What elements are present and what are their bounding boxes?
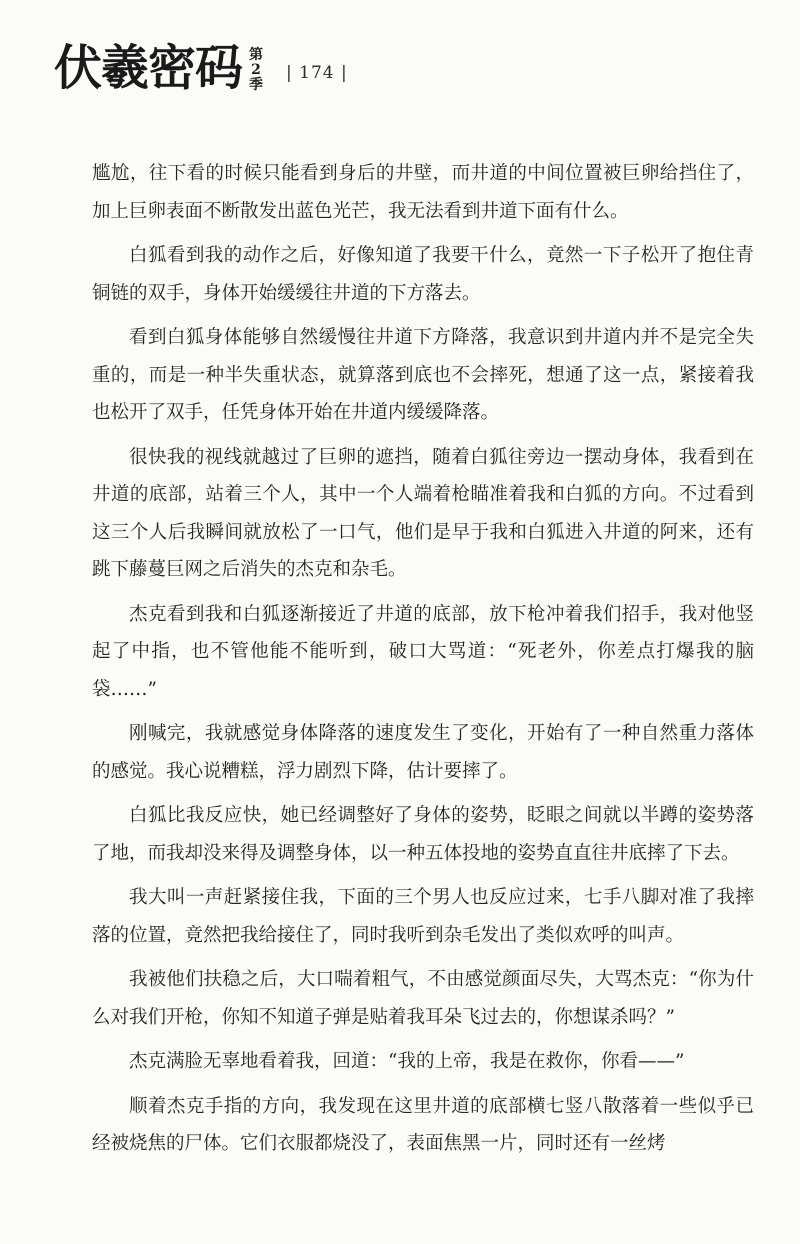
- paragraph: 顺着杰克手指的方向，我发现在这里井道的底部横七竖八散落着一些似乎已经被烧焦的尸体。它们衣服都烧没了，表面焦黑一片，同时还有一丝烤: [92, 1095, 754, 1154]
- paragraph: 尴尬，往下看的时候只能看到身后的井壁，而井道的中间位置被巨卵给挡住了，加上巨卵表面不断散发出蓝色光芒，我无法看到井道下面有什么。: [92, 163, 754, 222]
- paragraph: 我大叫一声赶紧接住我，下面的三个男人也反应过来，七手八脚对准了我摔落的位置，竟然把我给接住了，同时我听到杂毛发出了类似欢呼的叫声。: [92, 887, 754, 946]
- book-title: 伏羲密码: [54, 40, 243, 96]
- body-text: [92, 155, 754, 1170]
- paragraph: 看到白狐身体能够自然缓慢往井道下方降落，我意识到井道内并不是完全失重的，而是一种半失重状态，就算落到底也不会摔死，想通了这一点，紧接着我也松开了双手，任凭身体开始在井道内缓缓降落。: [92, 327, 754, 423]
- paragraph: 很快我的视线就越过了巨卵的遮挡，随着白狐往旁边一摆动身体，我看到在井道的底部，站着三个人，其中一个人端着枪瞄准着我和白狐的方向。不过看到这三个人后我瞬间就放松了一口气，他们是早于我和白狐进入井道的阿来，还有跳下藤蔓巨网之后消失的杰克和杂毛。: [92, 446, 754, 580]
- paragraph: 刚喊完，我就感觉身体降落的速度发生了变化，开始有了一种自然重力落体的感觉。我心说糟糕，浮力剧烈下降，估计要摔了。: [92, 723, 754, 782]
- paragraph: 白狐看到我的动作之后，好像知道了我要干什么，竟然一下子松开了抱住青铜链的双手，身体开始缓缓往井道的下方落去。: [92, 245, 754, 304]
- season-label: 第2季: [249, 47, 263, 93]
- paragraph: 白狐比我反应快，她已经调整好了身体的姿势，眨眼之间就以半蹲的姿势落了地，而我却没来得及调整身体，以一种五体投地的姿势直直往井底摔了下去。: [92, 805, 754, 864]
- page-number: | 174 |: [286, 63, 348, 83]
- paragraph: 我被他们扶稳之后，大口喘着粗气，不由感觉颜面尽失，大骂杰克：“你为什么对我们开枪，你知不知道子弹是贴着我耳朵飞过去的，你想谋杀吗？”: [92, 969, 754, 1028]
- paragraph: 杰克看到我和白狐逐渐接近了井道的底部，放下枪冲着我们招手，我对他竖起了中指，也不管他能不能听到，破口大骂道：“死老外，你差点打爆我的脑袋……”: [92, 603, 754, 700]
- paragraph: 杰克满脸无辜地看着我，回道：“我的上帝，我是在救你，你看——”: [129, 1051, 685, 1072]
